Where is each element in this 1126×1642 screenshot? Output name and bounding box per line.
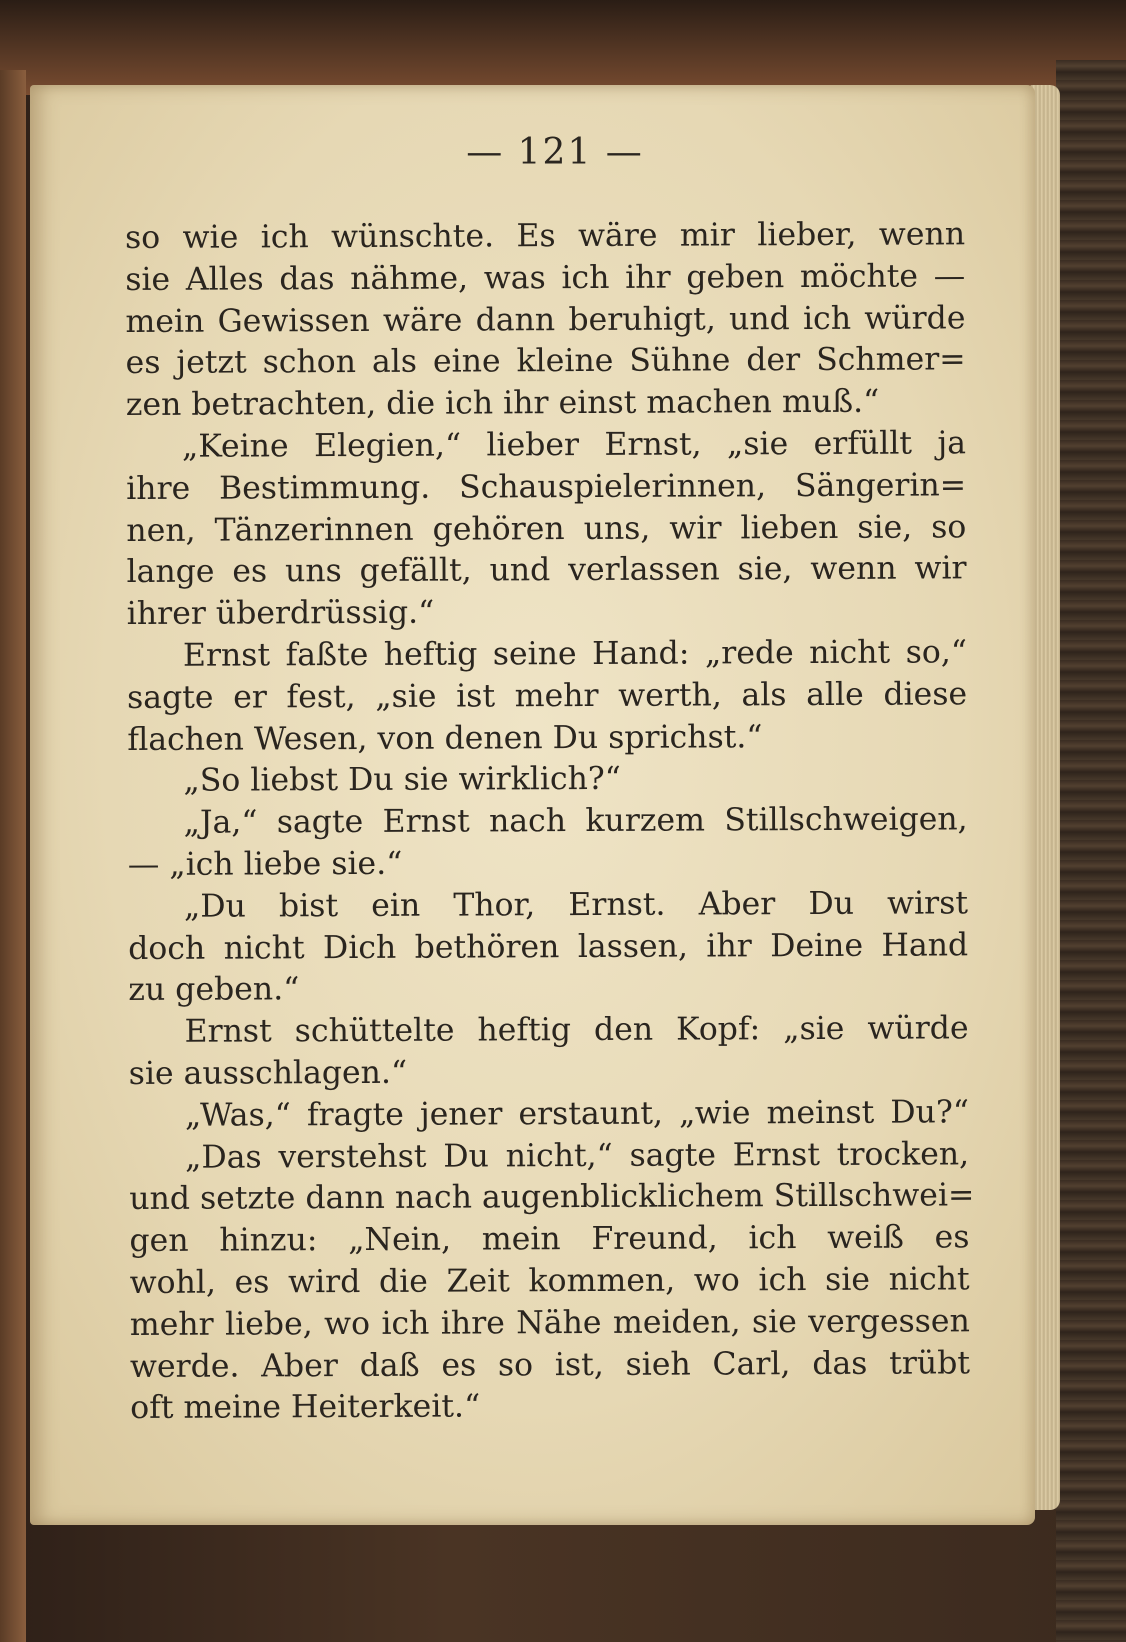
text-line: mein Gewissen wäre dann beruhigt, und ich würde [125,299,966,340]
book-cover-right-edge [1056,60,1126,1642]
text-line: zu geben.“ [128,971,300,1009]
text-line: sie ausschlagen.“ [128,1054,408,1092]
text-line: Ernst schüttelte heftig den Kopf: „sie würde [184,1010,969,1050]
text-line: „Was,“ fragte jener erstaunt, „wie meinst Du?“ [184,1094,969,1134]
text-line: wohl, es wird die Zeit kommen, wo ich sie nicht [129,1261,970,1301]
text-line: „Keine Elegien,“ lieber Ernst, „sie erfüllt ja [181,425,967,465]
text-line: „Das verstehst Du nicht,“ sagte Ernst trocken, [185,1135,970,1176]
text-line: mehr liebe, wo ich ihre Nähe meiden, sie vergessen [129,1303,970,1343]
text-line: und setzte dann nach augenblicklichem Stillschwei= [129,1177,975,1218]
text-line: es jetzt schon als eine kleine Sühne der Schmer= [125,341,966,382]
text-line: so wie ich wünschte. Es wäre mir lieber, wenn [125,216,966,256]
text-line: gen hinzu: „Nein, mein Freund, ich weiß es [129,1219,970,1260]
book-cover-top-edge [0,0,1126,95]
text-line: oft meine Heiterkeit.“ [130,1388,481,1427]
text-line: lange es uns gefällt, und verlassen sie, wenn wir [126,550,967,591]
text-line: „Du bist ein Thor, Ernst. Aber Du wirst [183,885,969,925]
text-line: „Ja,“ sagte Ernst nach kurzem Stillschweigen, [183,801,968,841]
text-line: flachen Wesen, von denen Du sprichst.“ [127,718,763,758]
text-line: Ernst faßte heftig seine Hand: „rede nicht so,“ [182,634,967,674]
text-line: sagte er fest, „sie ist mehr werth, als alle diese [127,676,968,716]
page-number: — 121 — [466,132,644,173]
text-line: zen betrachten, die ich ihr einst machen muß.“ [125,383,880,424]
text-line: sie Alles das nähme, was ich ihr geben möchte — [125,258,966,298]
text-line: werde. Aber daß es so ist, sieh Carl, das trübt [129,1344,971,1385]
page-body-text [125,214,975,1430]
text-line: „So liebst Du sie wirklich?“ [183,761,621,800]
text-line: doch nicht Dich bethören lassen, ihr Deine Hand [128,926,969,967]
book-cover-left-edge [0,70,26,1642]
text-line: ihrer überdrüssig.“ [126,594,435,633]
text-line: nen, Tänzerinnen gehören uns, wir lieben sie, so [126,508,967,549]
text-line: ihre Bestimmung. Schauspielerinnen, Sängerin= [126,467,967,507]
text-line: — „ich liebe sie.“ [127,845,403,883]
